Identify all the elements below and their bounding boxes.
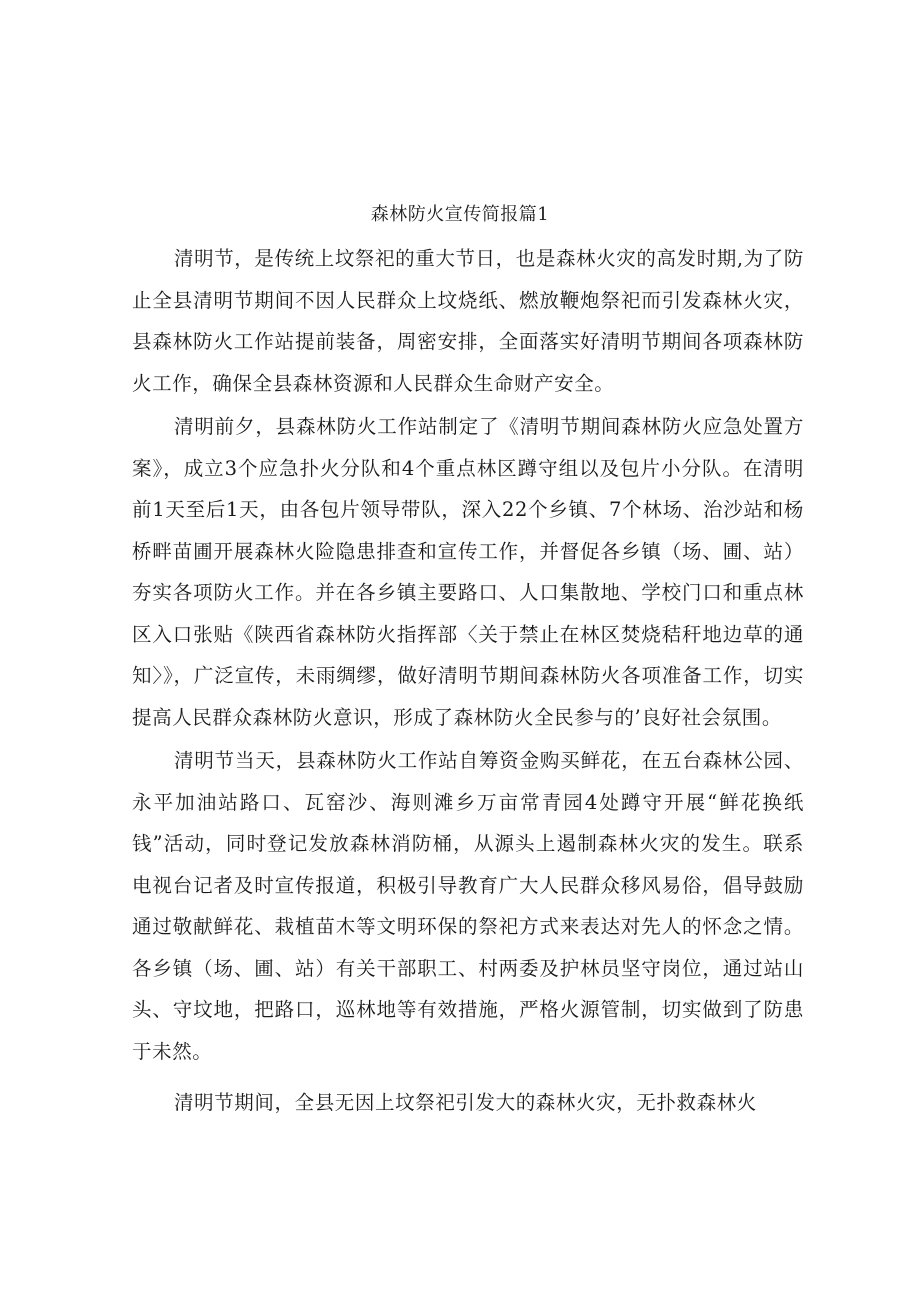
paragraph-2: 清明前夕，县森林防火工作站制定了《清明节期间森林防火应急处置方案》，成立3个应急扑火分队和4个重点林区蹲守组以及包片小分队。在清明前1天至后1天，由各包片领导带队，深入22个乡镇、7个林场、治沙站和杨桥畔苗圃开展森林火险隐患排查和宣传工作，并督促各乡镇（场、圃、站）夯实各项防火工作。并在各乡镇主要路口、人口集散地、学校门口和重点林区入口张贴《陕西省森林防火指挥部〈关于禁止在林区焚烧秸秆地边草的通知〉》，广泛宣传，未雨绸缪，做好清明节期间森林防火各项准备工作，切实提高人民群众森林防火意识，形成了森林防火全民参与的’良好社会氛围。 <box>132 415 804 729</box>
document-title: 森林防火宣传简报篇1 <box>370 204 550 225</box>
paragraph-1: 清明节，是传统上坟祭祀的重大节日，也是森林火灾的高发时期,为了防止全县清明节期间不因人民群众上坟烧纸、燃放鞭炮祭祀而引发森林火灾，县森林防火工作站提前装备，周密安排，全面落实好清明节期间各项森林防火工作，确保全县森林资源和人民群众生命财产安全。 <box>132 247 804 395</box>
document-body <box>132 238 804 1124</box>
paragraph-4: 清明节期间，全县无因上坟祭祀引发大的森林火灾，无扑救森林火 <box>174 1091 757 1114</box>
paragraph-3: 清明节当天，县森林防火工作站自筹资金购买鲜花，在五台森林公园、永平加油站路口、瓦窑沙、海则滩乡万亩常青园4处蹲守开展“鲜花换纸钱”活动，同时登记发放森林消防桶，从源头上遏制森林火灾的发生。联系电视台记者及时宣传报道，积极引导教育广大人民群众移风易俗，倡导鼓励通过敬献鲜花、栽植苗木等文明环保的祭祀方式来表达对先人的怀念之情。各乡镇（场、圃、站）有关干部职工、村两委及护林员坚守岗位，通过站山头、守坟地，把路口，巡林地等有效措施，严格火源管制，切实做到了防患于未然。 <box>132 749 804 1063</box>
